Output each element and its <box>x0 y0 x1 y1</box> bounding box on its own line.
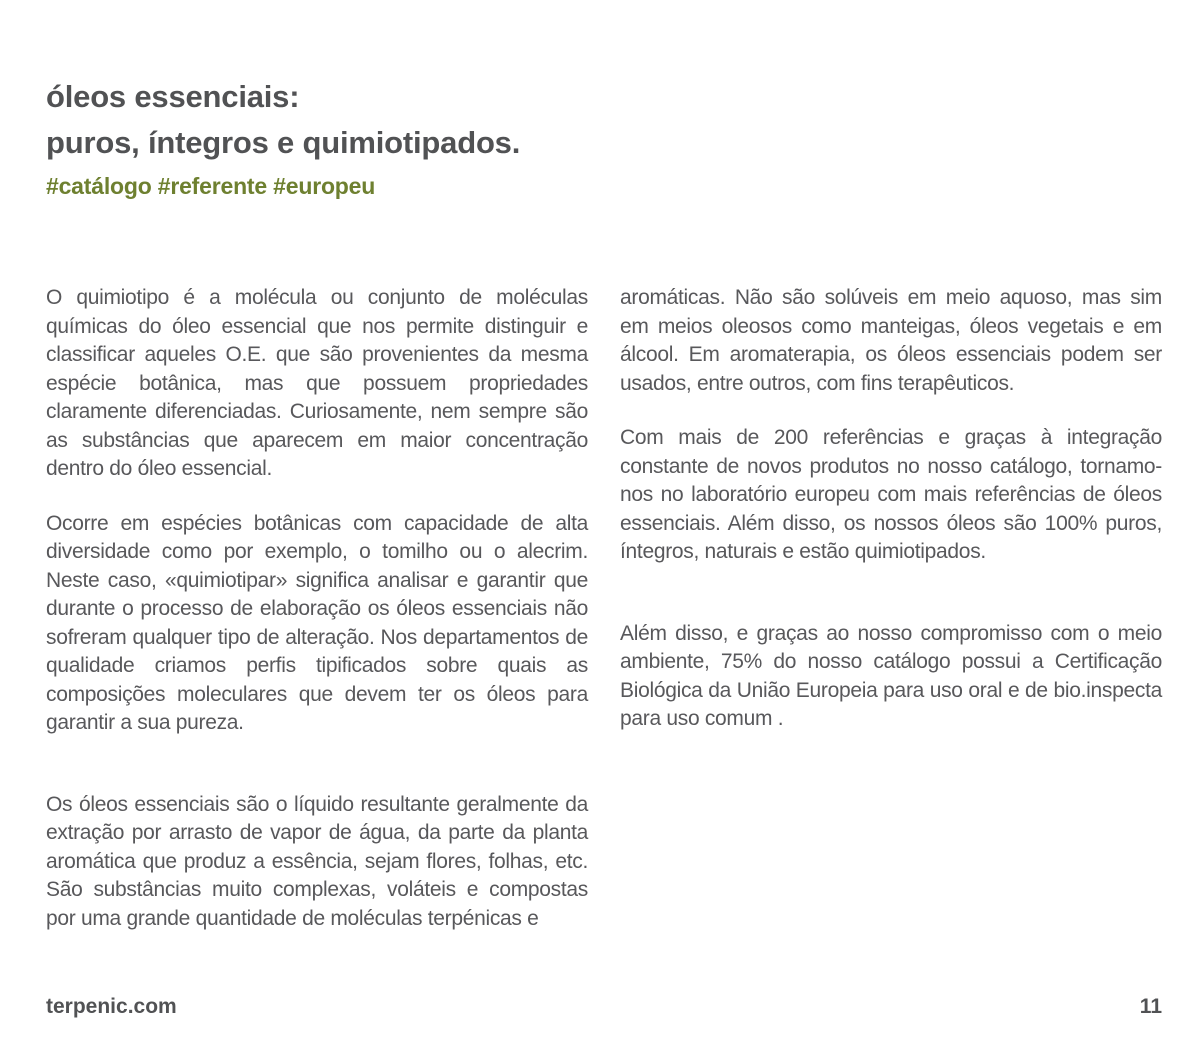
page-number: 11 <box>1139 995 1162 1018</box>
paragraph-referencias: Com mais de 200 referências e graças à integração constante de novos produtos no nosso catálogo, tornamo-nos no laboratório europeu com mais referências de óleos essenciais. Além disso, os nossos óleos são 100% puros, íntegros, naturais e estão quimiotipados. <box>620 426 1162 563</box>
page-title-line-1: óleos essenciais: <box>46 79 300 114</box>
page-footer <box>46 994 1162 1019</box>
site-url: terpenic.com <box>46 995 177 1018</box>
paragraph-aromaticas: aromáticas. Não são solúveis em meio aquoso, mas sim em meios oleosos como manteigas, óleos vegetais e em álcool. Em aromaterapia, os óleos essenciais podem ser usados, entre outros, com fins terapêuticos. <box>620 286 1162 395</box>
paragraph-quimiotipo: O quimiotipo é a molécula ou conjunto de moléculas químicas do óleo essencial que nos permite distinguir e classificar aqueles O.E. que são provenientes da mesma espécie botânica, mas que possuem propriedades claramente diferenciadas. Curiosamente, nem sempre são as substâncias que aparecem em maior concentração dentro do óleo essencial. <box>46 286 588 480</box>
left-column <box>46 284 588 933</box>
paragraph-certificacao: Além disso, e graças ao nosso compromisso com o meio ambiente, 75% do nosso catálogo possui a Certificação Biológica da União Europeia para uso oral e de bio.inspecta para uso comum . <box>620 621 1162 730</box>
right-column <box>620 284 1162 933</box>
page-title <box>46 74 1162 166</box>
page-header <box>46 74 1162 200</box>
paragraph-oleos-liquido: Os óleos essenciais são o líquido resultante geralmente da extração por arrasto de vapor de água, da parte da planta aromática que produz a essência, sejam flores, folhas, etc. São substâncias muito complexas, voláteis e compostas por uma grande quantidade de moléculas terpénicas e <box>46 792 588 930</box>
body-columns <box>46 284 1162 933</box>
paragraph-especies-botanicas: Ocorre em espécies botânicas com capacidade de alta diversidade como por exemplo, o tomilho ou o alecrim. Neste caso, «quimiotipar» significa analisar e garantir que durante o processo de elaboração os óleos essenciais não sofreram qualquer tipo de alteração. Nos departamentos de qualidade criamos perfis tipificados sobre quais as composições moleculares que devem ter os óleos para garantir a sua pureza. <box>46 511 588 734</box>
page-title-line-2: puros, íntegros e quimiotipados. <box>46 125 521 160</box>
hashtags-line: #catálogo #referente #europeu <box>46 173 376 199</box>
